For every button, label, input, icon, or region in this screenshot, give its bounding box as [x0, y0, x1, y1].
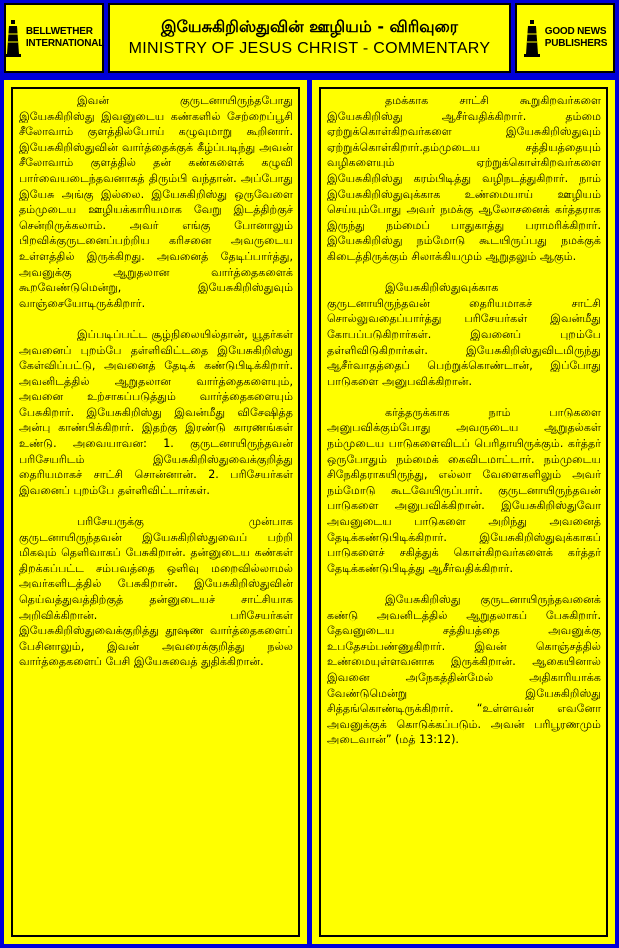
left-logo-line2: INTERNATIONAL [25, 38, 105, 49]
bellwether-logo [4, 3, 104, 73]
lighthouse-icon [4, 18, 22, 58]
right-paragraph: இயேசுகிறிஸ்துவுக்காக குருடனாயிருந்தவன் தைரியமாகச் சாட்சி சொல்லுவதைப்பார்த்து பரிசேயர்கள் இவன்மீது கோபப்படுகிறார்கள். இவனைப் புறம்பே தள்ளிவிடுகிறார்கள். இயேசுகிறிஸ்துவிடமிருந்து ஆசீர்வாதத்தைப் பெற்றுக்கொண்டான், இப்போது பாடுகளை அனுபவிக்கிறான். [327, 281, 601, 388]
right-logo-line1: GOOD NEWS [544, 26, 607, 37]
title-tamil: இயேசுகிறிஸ்துவின் ஊழியம் - விரிவுரை [160, 17, 458, 36]
title-english: MINISTRY OF JESUS CHRIST - COMMENTARY [128, 40, 491, 57]
left-paragraph: இப்படிப்பட்ட சூழ்நிலையில்தான், யூதர்கள் அவனைப் புறம்பே தள்ளிவிட்டதை இயேசுகிறிஸ்து கேள்விப்பட்டு, அவனைத் தேடிக் கண்டுபிடிக்கிறார். அவனிடத்தில் ஆறுதலான வார்த்தைகளையும், அவனை உற்சாகப்படுத்தும் வார்த்தைகளையும் பேசுகிறார். இயேசுகிறிஸ்து இவன்மீது விசேஷித்த அன்பு காண்பிக்கிறார். இதற்கு இரண்டு காரணங்கள் உண்டு. அவையாவன: 1. குருடனாயிருந்தவன் பரிசேயரிடம் இயேசுகிறிஸ்துவைக்குறித்து தைரியமாகச் சாட்சி சொன்னான். 2. பரிசேயர்கள் இவனைப் புறம்பே தள்ளிவிட்டார்கள். [19, 327, 293, 497]
right-paragraph: கர்த்தருக்காக நாம் பாடுகளை அனுபவிக்கும்போது அவருடைய ஆறுதல்கள் நம்முடைய பாடுகளைவிடப் பெரிதாயிருக்கும். கர்த்தர் ஒருபோதும் நம்மைக் கைவிடமாட்டார். நம்முடைய சிநேகிதராகயிருந்து, எல்லா வேளைகளிலும் அவர் நம்மோடு கூடவேயிருப்பார். குருடனாயிருந்தவன் பாடுகளை அனுபவிக்கிறான். இயேசுகிறிஸ்துவோ அவனுடைய பாடுகளை அறிந்து அவனைத் தேடிக்கண்டுபிடிக்கிறார். இயேசுகிறிஸ்துவுக்காகப் பாடுகளைச் சகித்துக் கொள்கிறவர்களைக் கர்த்தர் தேடிக்கண்டுபிடித்து ஆசீர்வதிக்கிறார். [327, 405, 601, 575]
left-logo-line1: BELLWETHER [25, 26, 93, 37]
left-paragraph: இவன் குருடனாயிருந்தபோது இயேசுகிறிஸ்து இவனுடைய கண்களில் சேற்றைப்பூசி சீலோவாம் குளத்தில்போய் கழுவுமாறு கூறினார். இயேசுகிறிஸ்துவின் வார்த்தைக்குக் கீழ்ப்படிந்து அவன் சீலோவாம் குளத்தில் தன் கண்களைக் கழுவி பார்வையடைந்தவனாகத் திரும்பி வந்தான். அப்போது இயேசு அங்கு இல்லை. இயேசுகிறிஸ்து ஒருவேளை தம்முடைய ஊழியக்காரியமாக வேறு இடத்திற்குச் சென்றிருக்கலாம். அவர் எங்கு போனாலும் பிறவிக்குருடனைப்பற்றிய கரிசனை அவருடைய உள்ளத்தில் இருக்கிறது. அவனைத் தேடிப்பார்த்து, அவனுக்கு ஆறுதலான வார்த்தைகளைக் கூறவேண்டுமென்று, இயேசுகிறிஸ்துவும் வாஞ்சையோடிருக்கிறார். [19, 94, 293, 310]
title-box [108, 3, 511, 73]
header [4, 3, 615, 73]
good-news-logo [515, 3, 615, 73]
left-column [4, 80, 307, 944]
right-paragraph: இயேசுகிறிஸ்து குருடனாயிருந்தவனைக் கண்டு அவனிடத்தில் ஆறுதலாகப் பேசுகிறார். தேவனுடைய சத்தியத்தை அவனுக்கு உபதேசம்பண்ணுகிறார். இவன் கொஞ்சத்தில் உண்மையுள்ளவனாக இருக்கிறான். ஆகையினால் இவனை அநேகத்தின்மேல் அதிகாரியாக்க வேண்டுமென்று இயேசுகிறிஸ்து சித்தங்கொண்டிருக்கிறார். “உள்ளவன் எவனோ அவனுக்குக் கொடுக்கப்படும். அவன் பரிபூரணமும் அடைவான்” (மத் 13:12). [327, 593, 601, 747]
right-logo-line2: PUBLISHERS [544, 38, 608, 49]
left-paragraph: பரிசேயருக்கு முன்பாக குருடனாயிருந்தவன் இயேசுகிறிஸ்துவைப் பற்றி மிகவும் தெளிவாகப் பேசுகிறான். தன்னுடைய கண்கள் திறக்கப்பட்ட சம்பவத்தை ஒளிவு மறைவில்லாமல் அவர்களிடத்தில் பேசுகிறான். இயேசுகிறிஸ்துவின் தெய்வத்துவத்திற்குத் தன்னுடையச் சாட்சியாக அறிவிக்கிறான். பரிசேயர்கள் இயேசுகிறிஸ்துவைக்குறித்து தூஷண வார்த்தைகளைப் பேசினாலும், இவன் அவரைக்குறித்து நல்ல வார்த்தைகளைப் பேசி இயேசுவைத் துதிக்கிறான். [19, 515, 293, 669]
right-column [312, 80, 615, 944]
lighthouse-icon [523, 18, 541, 58]
right-paragraph: தமக்காக சாட்சி கூறுகிறவர்களை இயேசுகிறிஸ்து ஆசீர்வதிக்கிறார். தம்மை ஏற்றுக்கொள்கிறவர்களை இயேசுகிறிஸ்துவும் ஏற்றுக்கொள்கிறார்.தம்முடைய சத்தியத்தையும் வழிகளையும் ஏற்றுக்கொள்கிறவர்களை இயேசுகிறிஸ்து கரம்பிடித்து வழிநடத்துகிறார். நாம் இயேசுகிறிஸ்துவுக்காக உண்மையாய் ஊழியம் செய்யும்போது அவர் நமக்கு ஆலோசனைக் கர்த்தராக இருந்து நம்மைப் பாதுகாத்து பராமரிக்கிறார். இயேசுகிறிஸ்து நம்மோடு கூடயிருப்பது நமக்குக் கிடைத்திருக்கும் சிலாக்கியமும் ஆறுதலும் ஆகும். [327, 94, 601, 263]
